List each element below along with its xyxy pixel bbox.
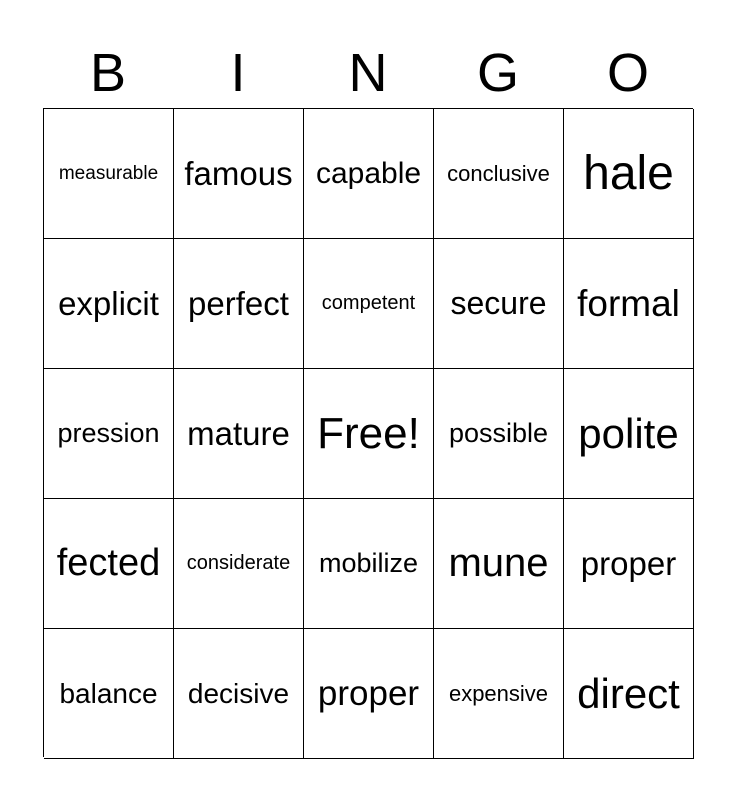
bingo-header	[43, 38, 693, 108]
bingo-cell[interactable]	[304, 629, 434, 759]
free-space-label: Free!	[317, 408, 420, 458]
bingo-cell[interactable]	[434, 239, 564, 369]
cell-word: secure	[450, 285, 547, 321]
cell-word: hale	[583, 147, 674, 200]
cell-word: fected	[56, 542, 161, 584]
cell-word: pression	[57, 418, 160, 448]
header-letter-i: I	[230, 43, 246, 103]
bingo-cell[interactable]	[434, 629, 564, 759]
cell-word: polite	[578, 409, 679, 457]
bingo-cell[interactable]	[304, 239, 434, 369]
header-letter-o: O	[606, 43, 649, 103]
cell-word: mature	[187, 414, 290, 452]
header-letter-g: G	[476, 43, 519, 103]
bingo-cell[interactable]	[44, 629, 174, 759]
bingo-cell[interactable]	[174, 109, 304, 239]
cell-word: expensive	[448, 680, 549, 706]
bingo-cell[interactable]	[174, 369, 304, 499]
cell-word: formal	[577, 282, 680, 324]
cell-word: mune	[448, 541, 549, 585]
bingo-cell[interactable]	[564, 499, 694, 629]
bingo-cell[interactable]	[44, 369, 174, 499]
bingo-cell[interactable]	[564, 109, 694, 239]
bingo-cell[interactable]	[434, 499, 564, 629]
header-letter-b: B	[89, 43, 127, 103]
bingo-cell[interactable]	[44, 109, 174, 239]
cell-word: perfect	[188, 284, 289, 322]
bingo-cell[interactable]	[564, 239, 694, 369]
bingo-card-grid	[43, 108, 693, 757]
bingo-cell[interactable]	[44, 239, 174, 369]
bingo-cell[interactable]	[304, 109, 434, 239]
free-space-cell[interactable]	[304, 369, 434, 499]
bingo-cell[interactable]	[304, 499, 434, 629]
bingo-cell[interactable]	[44, 499, 174, 629]
bingo-cell[interactable]	[434, 369, 564, 499]
cell-word: direct	[577, 669, 680, 717]
bingo-cell[interactable]	[174, 499, 304, 629]
cell-word: proper	[580, 544, 677, 582]
cell-word: proper	[317, 673, 420, 713]
cell-word: mobilize	[318, 548, 419, 578]
bingo-cell[interactable]	[174, 239, 304, 369]
bingo-cell[interactable]	[174, 629, 304, 759]
cell-word: capable	[315, 156, 422, 190]
cell-word: famous	[184, 154, 293, 192]
bingo-cell[interactable]	[434, 109, 564, 239]
cell-word: possible	[448, 418, 549, 448]
cell-word: considerate	[186, 552, 291, 574]
bingo-cell[interactable]	[564, 369, 694, 499]
cell-word: competent	[321, 292, 416, 314]
header-letter-n: N	[348, 43, 388, 103]
cell-word: balance	[59, 677, 158, 709]
cell-word: conclusive	[447, 160, 550, 186]
cell-word: measurable	[58, 162, 159, 184]
bingo-cell[interactable]	[564, 629, 694, 759]
cell-word: explicit	[58, 284, 159, 322]
cell-word: decisive	[187, 677, 290, 709]
